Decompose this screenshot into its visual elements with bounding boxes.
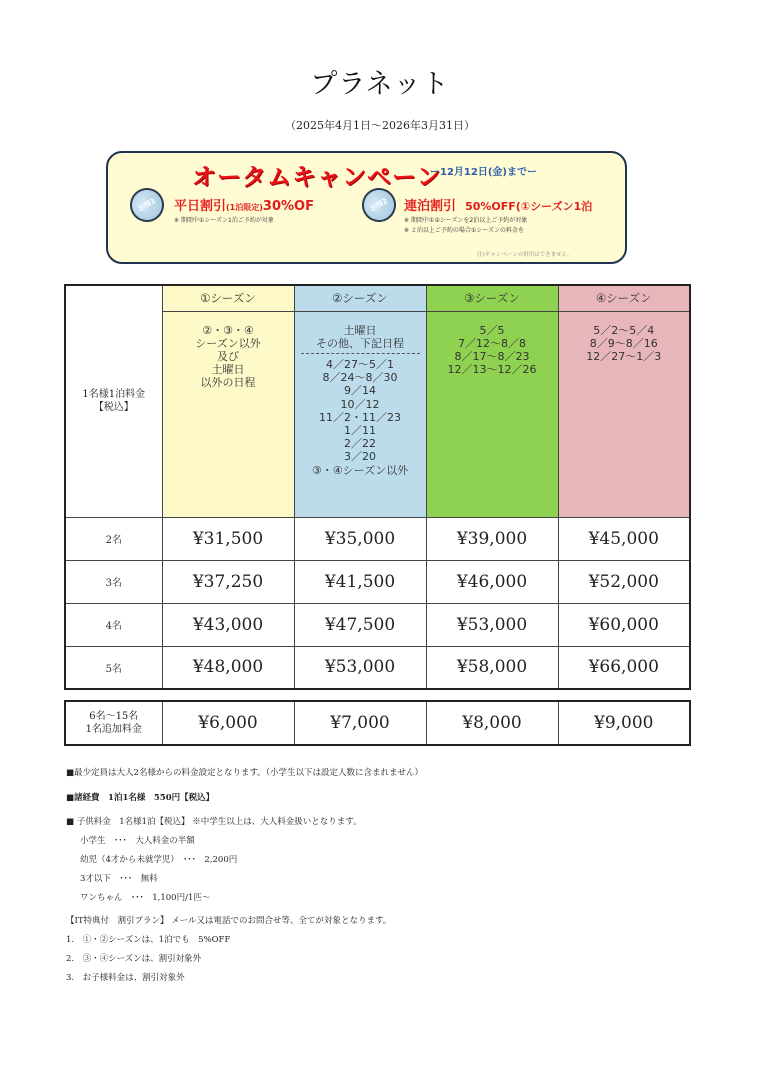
consecutive-stay-discount-title (404, 195, 592, 214)
fees-note: ■諸経費 1泊1名様 550円【税込】 (66, 793, 215, 803)
rate-table (64, 284, 691, 690)
season-date-line: 5／5 (479, 323, 505, 337)
price-cell: ¥39,000 (426, 517, 558, 560)
campaign-deadline: ー12月12日(金)までー (430, 167, 537, 178)
people-count: 2名 (65, 517, 162, 560)
season-date-line: 土曜日 (211, 363, 245, 377)
people-count: 4名 (65, 603, 162, 646)
season-date-line: 8／17～8／23 (454, 349, 530, 363)
price-cell: ¥37,250 (162, 560, 294, 603)
season-date-line: 7／12～8／8 (458, 336, 526, 350)
offer-note: ※ 期間中①シーズン1泊ご予約が対象 (174, 217, 274, 224)
offer-title-tail: 50%OFF(①シーズン1泊 (465, 200, 593, 213)
season-date-line: 及び (217, 349, 239, 363)
season-header-3: ③シーズン (426, 285, 558, 311)
child-rate-item: 小学生 ･･･ 大人料金の半額 (80, 836, 195, 846)
price-cell: ¥66,000 (558, 646, 690, 689)
season-date-line: 10／12 (340, 397, 380, 411)
price-cell: ¥58,000 (426, 646, 558, 689)
additional-person-label (65, 701, 162, 745)
table-row (65, 646, 690, 689)
table-row (65, 701, 690, 745)
table-row (65, 517, 690, 560)
price-cell: ¥60,000 (558, 603, 690, 646)
price-cell: ¥7,000 (294, 701, 426, 745)
season-date-line: 4／27～5／1 (326, 357, 394, 371)
validity-period: （2025年4月1日～2026年3月31日） (285, 119, 475, 132)
season-date-line: 5／2～5／4 (593, 323, 655, 337)
price-cell: ¥41,500 (294, 560, 426, 603)
season-date-line: 8／24～8／30 (322, 371, 398, 385)
it-discount-item: 3. お子様料金は、割引対象外 (66, 973, 185, 983)
child-rate-title: ■ 子供料金 1名様1泊【税込】 ※中学生以上は、大人料金扱いとなります。 (66, 817, 362, 827)
season-date-line: 8／9～8／16 (589, 336, 658, 350)
it-discount-item: 2. ③・④シーズンは、割引対象外 (66, 954, 202, 964)
season-date-line: その他、下記日程 (316, 336, 404, 350)
it-discount-item: 1. ①・②シーズンは、1泊でも 5%OFF (66, 935, 231, 945)
child-rate-item: ワンちゃん ･･･ 1,100円/1匹～ (80, 893, 211, 903)
child-rate-item: 幼児（4才から未就学児） ･･･ 2,200円 (80, 855, 238, 865)
price-cell: ¥45,000 (558, 517, 690, 560)
season-header-4: ④シーズン (558, 285, 690, 311)
season-date-line: 12／27～1／3 (586, 349, 662, 363)
price-cell: ¥43,000 (162, 603, 294, 646)
season-date-line: 2／22 (344, 437, 376, 451)
season-date-line: 土曜日 (343, 323, 377, 337)
season-date-line: ③・④シーズン以外 (311, 463, 409, 477)
page-title: プラネット (310, 69, 450, 100)
offer-title-small: (1泊限定) (226, 203, 263, 212)
table-row (65, 560, 690, 603)
season-date-line: シーズン以外 (195, 336, 261, 350)
price-cell: ¥47,500 (294, 603, 426, 646)
price-cell: ¥6,000 (162, 701, 294, 745)
season-date-line: 1／11 (344, 423, 376, 437)
season-dates-4 (558, 311, 690, 517)
people-count: 5名 (65, 646, 162, 689)
additional-label-line1: 6名～15名 (89, 711, 139, 722)
season-date-line: 以外の日程 (200, 376, 256, 390)
rate-label-line2: 【税込】 (93, 402, 134, 414)
offer-badge-icon: お得2 (356, 182, 402, 228)
it-discount-title: 【IT特典付 割引プラン】 メール又は電話でのお問合せ等、全てが対象となります。 (66, 916, 392, 926)
season-dates-2 (294, 311, 426, 517)
season-date-line: 9／14 (344, 384, 376, 398)
price-cell: ¥53,000 (294, 646, 426, 689)
offer-title-main: 平日割引 (174, 199, 227, 214)
season-date-line: 11／2・11／23 (319, 410, 401, 424)
people-count: 3名 (65, 560, 162, 603)
table-row (65, 603, 690, 646)
offer-title-main: 連泊割引 (404, 199, 457, 214)
campaign-footnote: 注)キャンペーンの併用はできません。 (477, 252, 573, 258)
price-cell: ¥9,000 (558, 701, 690, 745)
season-header-1: ①シーズン (162, 285, 294, 311)
min-guests-note: ■最少定員は大人2名様からの料金設定となります。（小学生以下は設定人数に含まれません） (66, 768, 424, 778)
child-rate-item: 3才以下 ･･･ 無料 (80, 874, 158, 884)
additional-label-line2: 1名追加料金 (85, 724, 142, 735)
rate-label-line1: 1名様1泊料金 (82, 389, 146, 401)
autumn-campaign-banner (106, 151, 627, 264)
price-cell: ¥52,000 (558, 560, 690, 603)
additional-person-table (64, 700, 691, 746)
dashed-divider (301, 352, 420, 354)
rate-label-cell (65, 285, 162, 517)
price-cell: ¥48,000 (162, 646, 294, 689)
season-date-line: ②・③・④ (202, 323, 254, 337)
price-cell: ¥31,500 (162, 517, 294, 560)
offer-title-tail: 30%OF (262, 199, 314, 214)
season-dates-3 (426, 311, 558, 517)
offer-note: ※ 期間中①②シーズンを2泊以上ご予約が対象 (404, 217, 528, 224)
season-dates-1 (162, 311, 294, 517)
price-cell: ¥53,000 (426, 603, 558, 646)
offer-note: ※ ２泊以上ご予約の場合①シーズンの料金を (404, 227, 525, 234)
price-cell: ¥35,000 (294, 517, 426, 560)
season-date-line: 12／13～12／26 (447, 363, 537, 377)
season-date-line: 3／20 (344, 450, 376, 464)
offer-badge-icon: お得1 (124, 182, 170, 228)
season-header-2: ②シーズン (294, 285, 426, 311)
campaign-title: オータムキャンペーン (192, 163, 442, 191)
price-cell: ¥8,000 (426, 701, 558, 745)
price-cell: ¥46,000 (426, 560, 558, 603)
weekday-discount-title (174, 195, 314, 214)
